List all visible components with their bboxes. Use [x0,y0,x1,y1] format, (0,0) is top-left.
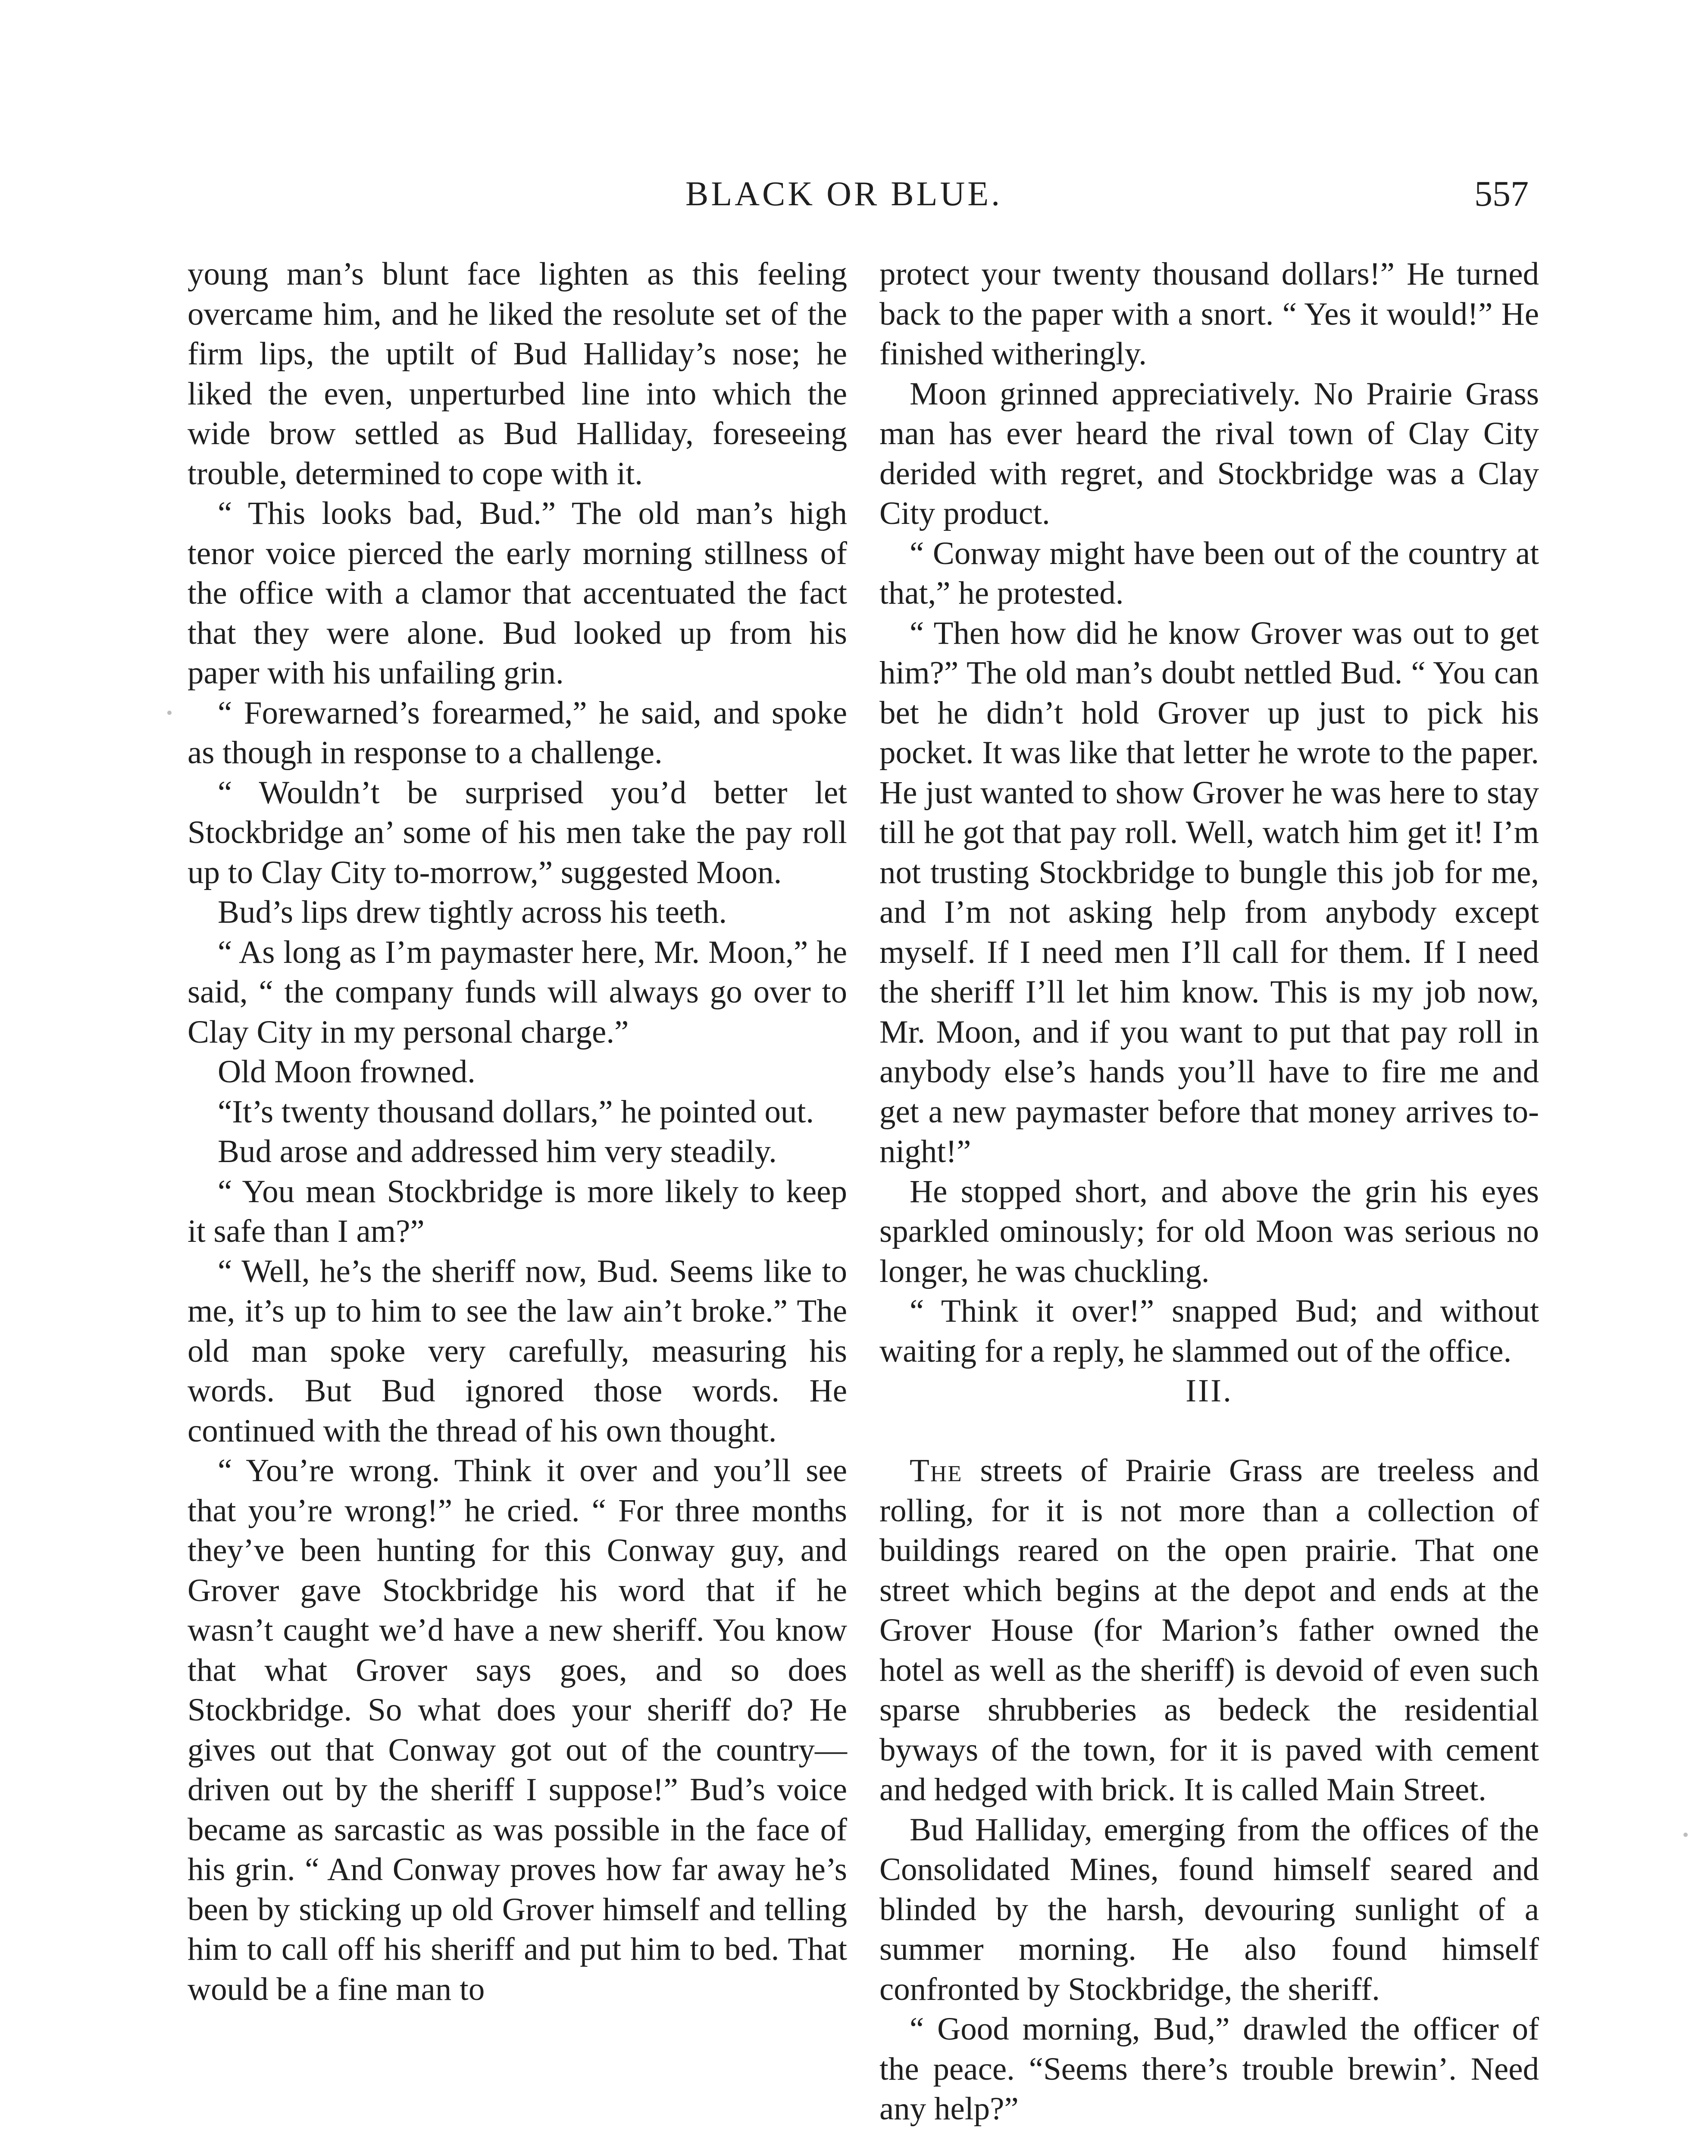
paragraph: “ Wouldn’t be surprised you’d better let Stockbridge an’ some of his men take the pay roll up to Clay City to-morrow,” suggested Moon. [188,774,847,890]
paragraph: “ Well, he’s the sheriff now, Bud. Seems like to me, it’s up to him to see the law ain’t broke.” The old man spoke very carefully, measuring his words. But Bud ignored those words. He continued with the thread of his own thought. [188,1253,847,1449]
small-caps-lead: The [910,1453,963,1489]
paragraph: “ As long as I’m paymaster here, Mr. Moon,” he said, “ the company funds will always go over to Clay City in my personal charge.” [188,934,847,1050]
paragraph: Bud arose and addressed him very steadily. [218,1134,777,1169]
paragraph: “ Good morning, Bud,” drawled the officer of the peace. “Seems there’s trouble brewin’. Need any help?” [879,2011,1539,2127]
paragraph: young man’s blunt face lighten as this feeling overcame him, and he liked the resolute set of the firm lips, the uptilt of Bud Halliday’s nose; he liked the even, unperturbed line into which the wide brow settled as Bud Halliday, foreseeing trouble, determined to cope with it. [188,256,847,492]
running-title: BLACK OR BLUE. [685,175,1003,213]
right-column [879,254,1539,2129]
paragraph: protect your twenty thousand dollars!” He turned back to the paper with a snort. “ Yes it would!” He finished witheringly. [879,256,1539,372]
page-number: 557 [1474,174,1529,214]
paragraph: “ You’re wrong. Think it over and you’ll see that you’re wrong!” he cried. “ For three months they’ve been hunting for this Conway guy, and Grover gave Stockbridge his word that if he wasn’t caught we’d have a new sheriff. You know that what Grover says goes, and so does Stockbridge. So what does your sheriff do? He gives out that Conway got out of the country—driven out by the sheriff I suppose!” Bud’s voice became as sarcastic as was possible in the face of his grin. “ And Conway proves how far away he’s been by sticking up old Grover himself and telling him to call off his sheriff and put him to bed. That would be a fine man to [188,1453,847,2007]
paragraph: Bud Halliday, emerging from the offices of the Consolidated Mines, found himself seared and blinded by the harsh, devouring sunlight of a summer morning. He also found himself confronted by Stockbridge, the sheriff. [879,1811,1539,2007]
paragraph: “ Forewarned’s forearmed,” he said, and spoke as though in response to a challenge. [188,695,847,771]
margin-speck [1683,1833,1688,1837]
left-column [188,254,847,2009]
paragraph: Old Moon frowned. [218,1054,475,1090]
paragraph: “It’s twenty thousand dollars,” he pointed out. [218,1094,814,1130]
paragraph: “ You mean Stockbridge is more likely to keep it safe than I am?” [188,1173,847,1249]
paragraph: Moon grinned appreciatively. No Prairie Grass man has ever heard the rival town of Clay City derided with regret, and Stockbridge was a Clay City product. [879,376,1539,531]
paragraph: “ Conway might have been out of the country at that,” he protested. [879,535,1539,611]
section-heading: III. [1186,1373,1233,1409]
paragraph [879,1451,1539,1810]
margin-speck [167,711,172,715]
paragraph: “ Then how did he know Grover was out to get him?” The old man’s doubt nettled Bud. “ You can bet he didn’t hold Grover up just to pick his pocket. It was like that letter he wrote to the paper. He just wanted to show Grover he was here to stay till he got that pay roll. Well, watch him get it! I’m not trusting Stockbridge to bungle this job for me, and I’m not asking help from anybody except myself. If I need men I’ll call for them. If I need the sheriff I’ll let him know. This is my job now, Mr. Moon, and if you want to put that pay roll in anybody else’s hands you’ll have to fire me and get a new paymaster before that money arrives to-night!” [879,615,1539,1169]
paragraph: Bud’s lips drew tightly across his teeth. [218,894,727,930]
paragraph: “ This looks bad, Bud.” The old man’s high tenor voice pierced the early morning stillness of the office with a clamor that accentuated the fact that they were alone. Bud looked up from his paper with his unfailing grin. [188,495,847,691]
section-gap [879,1411,1539,1451]
paragraph-text: streets of Prairie Grass are treeless and rolling, for it is not more than a collection of buildings reared on the open prairie. That one street which begins at the depot and ends at the Grover House (for Marion’s father owned the hotel as well as the sheriff) is devoid of even such sparse shrubberies as bedeck the residential byways of the town, for it is paved with cement and hedged with brick. It is called Main Street. [879,1453,1539,1808]
paragraph: “ Think it over!” snapped Bud; and without waiting for a reply, he slammed out of the office. [879,1293,1539,1369]
paragraph: He stopped short, and above the grin his eyes sparkled ominously; for old Moon was serious no longer, he was chuckling. [879,1173,1539,1289]
running-head [0,170,1708,218]
